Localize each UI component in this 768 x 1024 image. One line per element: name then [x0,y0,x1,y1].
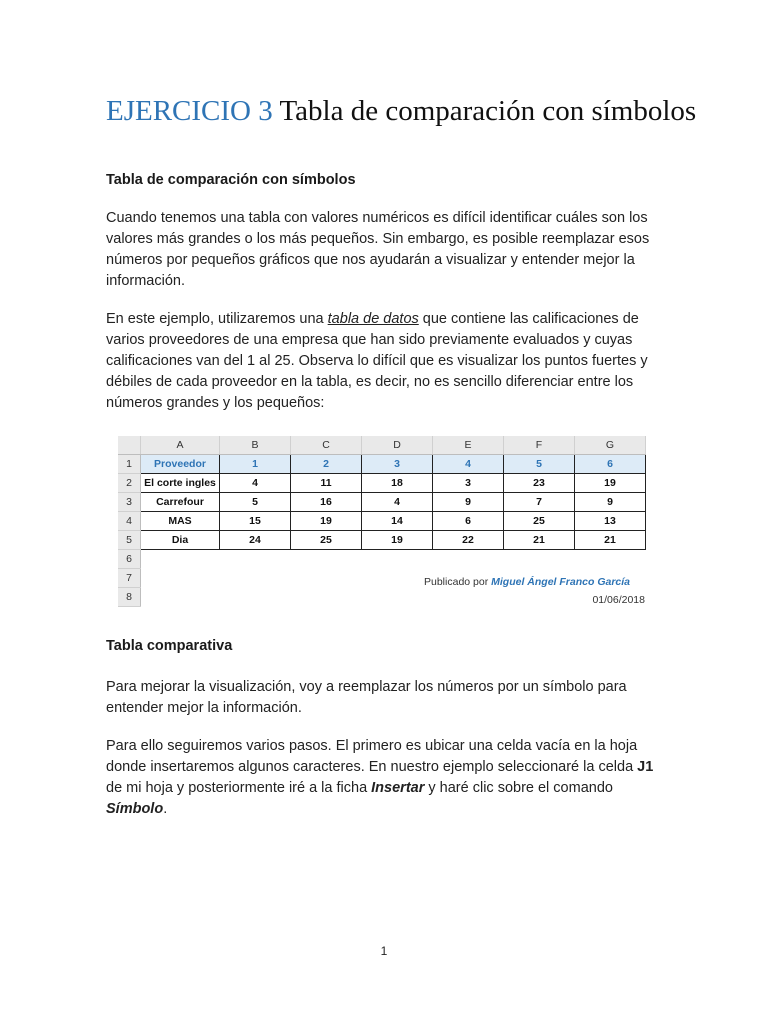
table-cell: 4 [362,493,433,512]
table-row [118,474,646,493]
publish-date: 01/06/2018 [592,594,645,606]
table-cell: 3 [433,474,504,493]
title-rest: Tabla de comparación con símbolos [272,95,697,127]
table-row [118,550,646,569]
table-cell: 25 [291,531,362,550]
paragraph-steps-part2: de mi hoja y posteriormente iré a la ficha [106,780,372,796]
data-table-link[interactable]: tabla de datos [327,311,419,327]
table-row [118,588,646,607]
paragraph-example [106,309,666,414]
table-cell: 5 [504,455,575,474]
paragraph-improve: Para mejorar la visualización, voy a reemplazar los números por un símbolo para entender mejor la información. [106,679,627,716]
column-header: D [362,436,433,455]
column-header: C [291,436,362,455]
table-row [118,493,646,512]
row-number: 8 [118,588,141,607]
published-prefix: Publicado por [424,576,492,588]
row-number: 5 [118,531,141,550]
page-number: 1 [380,944,388,958]
table-cell: 2 [291,455,362,474]
symbol-command-mention: Símbolo [106,801,164,817]
row-number: 1 [118,455,141,474]
row-number: 3 [118,493,141,512]
table-cell: Dia [141,531,220,550]
table-cell: 22 [433,531,504,550]
table-cell: 9 [433,493,504,512]
row-number: 6 [118,550,141,569]
column-header: B [220,436,291,455]
table-cell: El corte ingles [141,474,220,493]
row-number: 2 [118,474,141,493]
table-cell: 6 [575,455,646,474]
table-cell: 15 [220,512,291,531]
table-cell: 1 [220,455,291,474]
spreadsheet-image [118,436,660,618]
paragraph-example-part2: que contiene las calificaciones de varios proveedores de una empresa que han sido previamente evaluados y cuyas calificaciones van del 1 al 25. Observa lo difícil que es visualizar los puntos fuertes y débiles de cada proveedor en la tabla, es decir, no es sencillo diferenciar entre los números grandes y los pequeños: [106,311,648,411]
table-cell: 21 [575,531,646,550]
column-header-row [118,436,646,455]
section-heading-symbols: Tabla de comparación con símbolos [106,172,356,188]
corner-cell [118,436,141,455]
table-row [118,455,646,474]
table-cell: MAS [141,512,220,531]
table-cell: 25 [504,512,575,531]
table-cell: 5 [220,493,291,512]
table-cell: 18 [362,474,433,493]
title-lead: EJERCICIO 3 [106,95,273,127]
table-cell: 11 [291,474,362,493]
cell-reference: J1 [637,759,654,775]
table-cell: 24 [220,531,291,550]
paragraph-intro: Cuando tenemos una tabla con valores numéricos es difícil identificar cuáles son los valores más grandes o los más pequeños. Sin embargo, es posible reemplazar esos números por pequeños gráficos que nos ayudarán a visualizar y entender mejor la información. [106,210,650,289]
paragraph-steps [106,736,666,820]
table-cell: 9 [575,493,646,512]
table-cell: 4 [220,474,291,493]
table-cell: 23 [504,474,575,493]
table-row [118,512,646,531]
paragraph-steps-part1: Para ello seguiremos varios pasos. El primero es ubicar una celda vacía en la hoja donde insertaremos algunos caracteres. En nuestro ejemplo seleccionaré la celda [106,738,638,775]
insert-tab-mention: Insertar [371,780,425,796]
table-cell: 13 [575,512,646,531]
table-cell: 7 [504,493,575,512]
paragraph-steps-part4: . [163,801,168,817]
published-by-line [424,576,630,588]
row-number: 7 [118,569,141,588]
column-header: F [504,436,575,455]
table-cell: 4 [433,455,504,474]
page-title [106,90,706,132]
table-cell: 21 [504,531,575,550]
paragraph-example-part1: En este ejemplo, utilizaremos una [106,311,328,327]
paragraph-steps-part3: y haré clic sobre el comando [424,780,613,796]
column-header: A [141,436,220,455]
table-cell: Proveedor [141,455,220,474]
table-cell: 19 [362,531,433,550]
table-cell: Carrefour [141,493,220,512]
row-number: 4 [118,512,141,531]
column-header: E [433,436,504,455]
column-header: G [575,436,646,455]
section-heading-comparativa: Tabla comparativa [106,638,233,654]
author-name: Miguel Ángel Franco García [491,576,631,588]
table-cell: 3 [362,455,433,474]
table-cell: 16 [291,493,362,512]
table-cell: 19 [291,512,362,531]
table-cell: 19 [575,474,646,493]
table-cell: 6 [433,512,504,531]
table-cell: 14 [362,512,433,531]
empty-row [141,550,646,569]
table-row [118,531,646,550]
